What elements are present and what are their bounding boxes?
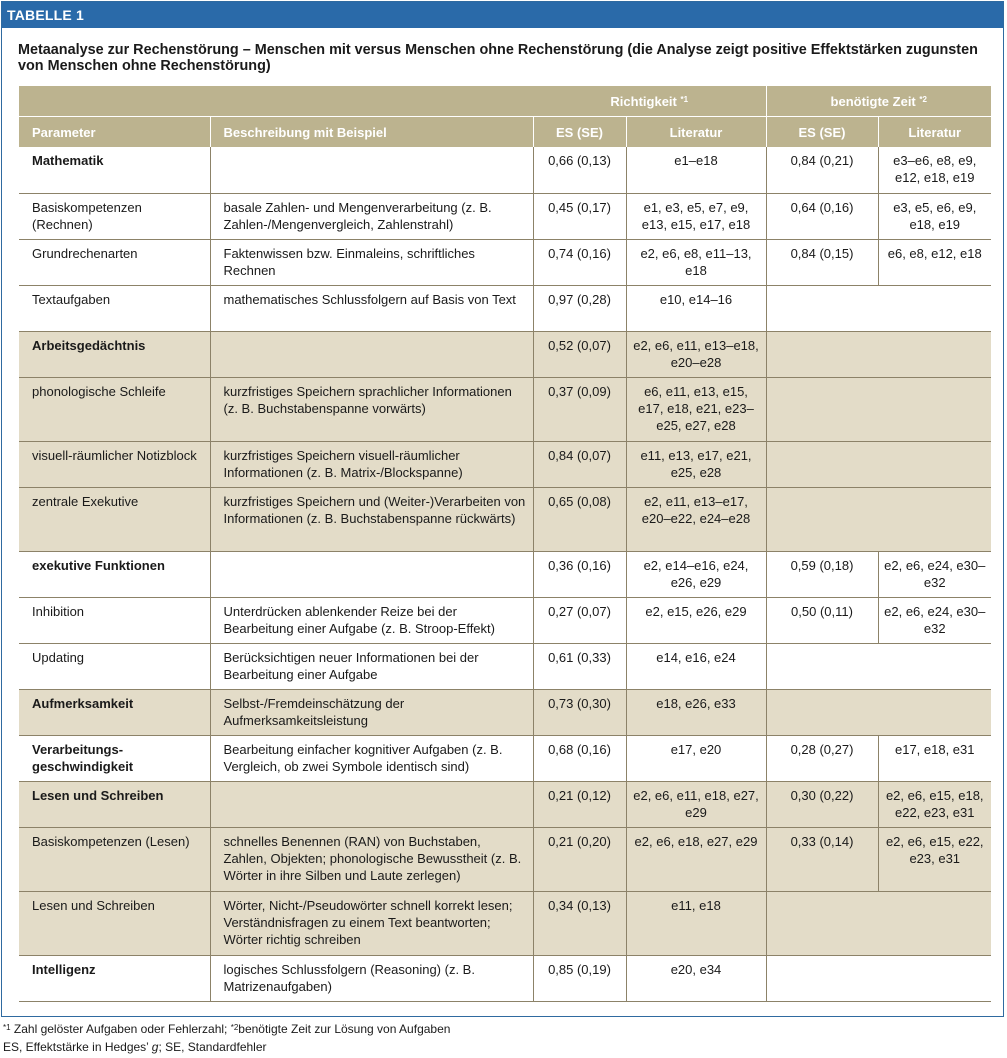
es2-cell: 0,84 (0,15) <box>766 239 878 285</box>
lit1-cell: e11, e13, e17, e21, e25, e28 <box>626 441 766 487</box>
lit1-cell: e20, e34 <box>626 955 766 1001</box>
es1-cell: 0,34 (0,13) <box>533 891 626 955</box>
lit2-cell <box>878 643 991 689</box>
es2-cell: 0,59 (0,18) <box>766 551 878 597</box>
es2-cell: 0,28 (0,27) <box>766 735 878 781</box>
es2-cell <box>766 643 878 689</box>
footnote-line2b: ; SE, Standardfehler <box>158 1040 267 1054</box>
header-group-zeit <box>766 86 991 117</box>
lit2-cell: e2, e6, e15, e22, e23, e31 <box>878 827 991 891</box>
es1-cell: 0,84 (0,07) <box>533 441 626 487</box>
header-row-columns <box>19 117 991 148</box>
param-cell: Inhibition <box>19 597 210 643</box>
lit1-cell: e18, e26, e33 <box>626 689 766 735</box>
footnote-hedges-g: g <box>151 1040 159 1054</box>
es1-cell: 0,74 (0,16) <box>533 239 626 285</box>
lit1-cell: e2, e6, e11, e18, e27, e29 <box>626 781 766 827</box>
table-row <box>19 781 991 827</box>
table-row <box>19 377 991 441</box>
table-row <box>19 147 991 193</box>
es2-cell: 0,30 (0,22) <box>766 781 878 827</box>
table-row <box>19 239 991 285</box>
lit1-cell: e6, e11, e13, e15, e17, e18, e21, e23–e25, e27, e28 <box>626 377 766 441</box>
lit1-cell: e2, e6, e8, e11–13, e18 <box>626 239 766 285</box>
es1-cell: 0,45 (0,17) <box>533 193 626 239</box>
desc-cell: Bearbeitung einfacher kognitiver Aufgaben (z. B. Vergleich, ob zwei Symbole identisch sind) <box>210 735 533 781</box>
es2-cell <box>766 891 878 955</box>
es1-cell: 0,73 (0,30) <box>533 689 626 735</box>
lit1-cell: e14, e16, e24 <box>626 643 766 689</box>
param-cell: Arbeitsgedächtnis <box>19 331 210 377</box>
lit2-cell: e2, e6, e24, e30–e32 <box>878 597 991 643</box>
desc-cell: Wörter, Nicht-/Pseudowörter schnell korrekt lesen; Verständnisfragen zu einem Text beantworten; Wörter richtig schreiben <box>210 891 533 955</box>
table-title: Metaanalyse zur Rechenstörung – Menschen mit versus Menschen ohne Rechenstörung (die Analyse zeigt positive Effektstärken zugunsten von Menschen ohne Rechenstörung) <box>18 42 978 74</box>
es2-cell <box>766 285 878 331</box>
es2-cell: 0,33 (0,14) <box>766 827 878 891</box>
footnote-2 <box>3 1040 267 1055</box>
table-row <box>19 735 991 781</box>
desc-cell: kurzfristiges Speichern und (Weiter-)Verarbeiten von Informationen (z. B. Buchstabenspanne rückwärts) <box>210 487 533 551</box>
table-row <box>19 955 991 1001</box>
lit2-cell: e2, e6, e15, e18, e22, e23, e31 <box>878 781 991 827</box>
lit2-cell <box>878 955 991 1001</box>
es1-cell: 0,36 (0,16) <box>533 551 626 597</box>
table-row <box>19 331 991 377</box>
es2-cell <box>766 441 878 487</box>
param-cell: visuell-räumlicher Notizblock <box>19 441 210 487</box>
col-es1: ES (SE) <box>533 117 626 148</box>
es1-cell: 0,97 (0,28) <box>533 285 626 331</box>
header-group-richtigkeit <box>533 86 766 117</box>
lit2-cell <box>878 487 991 551</box>
group1-label: Richtigkeit <box>610 93 677 109</box>
col-beschreibung: Beschreibung mit Beispiel <box>210 117 533 148</box>
col-parameter: Parameter <box>19 117 210 148</box>
footnote-note1: Zahl gelöster Aufgaben oder Fehlerzahl; <box>13 1022 228 1036</box>
lit1-cell: e2, e14–e16, e24, e26, e29 <box>626 551 766 597</box>
es1-cell: 0,85 (0,19) <box>533 955 626 1001</box>
header-spacer <box>19 86 533 117</box>
param-cell: Textaufgaben <box>19 285 210 331</box>
param-cell: Basiskompetenzen (Rechnen) <box>19 193 210 239</box>
param-cell: Intelligenz <box>19 955 210 1001</box>
desc-cell: mathematisches Schlussfolgern auf Basis von Text <box>210 285 533 331</box>
lit1-cell: e1–e18 <box>626 147 766 193</box>
es2-cell: 0,50 (0,11) <box>766 597 878 643</box>
lit1-cell: e2, e11, e13–e17, e20–e22, e24–e28 <box>626 487 766 551</box>
lit1-cell: e2, e6, e18, e27, e29 <box>626 827 766 891</box>
meta-analysis-table <box>19 86 991 1002</box>
es1-cell: 0,61 (0,33) <box>533 643 626 689</box>
lit1-cell: e2, e6, e11, e13–e18, e20–e28 <box>626 331 766 377</box>
desc-cell: kurzfristiges Speichern sprachlicher Informationen (z. B. Buchstabenspanne vorwärts) <box>210 377 533 441</box>
param-cell: Basiskompetenzen (Lesen) <box>19 827 210 891</box>
lit2-cell: e6, e8, e12, e18 <box>878 239 991 285</box>
table-row <box>19 441 991 487</box>
desc-cell: Selbst-/Fremdeinschätzung der Aufmerksamkeitsleistung <box>210 689 533 735</box>
desc-cell: Berücksichtigen neuer Informationen bei der Bearbeitung einer Aufgabe <box>210 643 533 689</box>
es1-cell: 0,37 (0,09) <box>533 377 626 441</box>
table-row <box>19 487 991 551</box>
es2-cell <box>766 331 878 377</box>
group2-sup: *2 <box>919 94 927 104</box>
param-cell: Grundrechenarten <box>19 239 210 285</box>
desc-cell: kurzfristiges Speichern visuell-räumlicher Informationen (z. B. Matrix-/Blockspanne) <box>210 441 533 487</box>
lit2-cell <box>878 331 991 377</box>
table-row <box>19 891 991 955</box>
lit1-cell: e1, e3, e5, e7, e9, e13, e15, e17, e18 <box>626 193 766 239</box>
footnote-line2a: ES, Effektstärke in Hedges’ <box>3 1040 149 1054</box>
table-row <box>19 643 991 689</box>
col-lit2: Literatur <box>878 117 991 148</box>
es1-cell: 0,21 (0,20) <box>533 827 626 891</box>
desc-cell <box>210 781 533 827</box>
table-row <box>19 689 991 735</box>
es2-cell <box>766 955 878 1001</box>
footnote-1 <box>3 1022 450 1037</box>
es1-cell: 0,27 (0,07) <box>533 597 626 643</box>
table-row <box>19 827 991 891</box>
desc-cell <box>210 331 533 377</box>
es2-cell <box>766 487 878 551</box>
table-row <box>19 285 991 331</box>
footnote-note2: benötigte Zeit zur Lösung von Aufgaben <box>238 1022 451 1036</box>
param-cell: Mathematik <box>19 147 210 193</box>
desc-cell: basale Zahlen- und Mengenverarbeitung (z. B. Zahlen-/Mengenvergleich, Zahlenstrahl) <box>210 193 533 239</box>
param-cell: Updating <box>19 643 210 689</box>
lit2-cell: e17, e18, e31 <box>878 735 991 781</box>
es1-cell: 0,52 (0,07) <box>533 331 626 377</box>
lit2-cell: e3, e5, e6, e9, e18, e19 <box>878 193 991 239</box>
desc-cell: schnelles Benennen (RAN) von Buchstaben, Zahlen, Objekten; phonologische Bewusstheit (z. B. Wörter in ihre Silben und Laute zerlegen) <box>210 827 533 891</box>
es1-cell: 0,65 (0,08) <box>533 487 626 551</box>
param-cell: phonologische Schleife <box>19 377 210 441</box>
table-frame <box>1 1 1004 1017</box>
lit1-cell: e11, e18 <box>626 891 766 955</box>
col-lit1: Literatur <box>626 117 766 148</box>
col-es2: ES (SE) <box>766 117 878 148</box>
es2-cell <box>766 689 878 735</box>
lit1-cell: e17, e20 <box>626 735 766 781</box>
param-cell: zentrale Exekutive <box>19 487 210 551</box>
desc-cell <box>210 147 533 193</box>
es1-cell: 0,21 (0,12) <box>533 781 626 827</box>
lit2-cell <box>878 689 991 735</box>
lit2-cell: e3–e6, e8, e9, e12, e18, e19 <box>878 147 991 193</box>
param-cell: Lesen und Schreiben <box>19 891 210 955</box>
desc-cell <box>210 551 533 597</box>
lit2-cell <box>878 377 991 441</box>
group2-label: benötigte Zeit <box>830 93 916 109</box>
es2-cell: 0,64 (0,16) <box>766 193 878 239</box>
param-cell: Lesen und Schreiben <box>19 781 210 827</box>
es1-cell: 0,66 (0,13) <box>533 147 626 193</box>
desc-cell: logisches Schlussfolgern (Reasoning) (z. B. Matrizenaufgaben) <box>210 955 533 1001</box>
param-cell: Verarbeitungs-geschwindigkeit <box>19 735 210 781</box>
table-row <box>19 193 991 239</box>
es2-cell <box>766 377 878 441</box>
footnote-sup2: *2 <box>230 1023 239 1032</box>
lit2-cell <box>878 441 991 487</box>
es1-cell: 0,68 (0,16) <box>533 735 626 781</box>
lit1-cell: e2, e15, e26, e29 <box>626 597 766 643</box>
table-row <box>19 597 991 643</box>
desc-cell: Faktenwissen bzw. Einmaleins, schriftliches Rechnen <box>210 239 533 285</box>
lit2-cell <box>878 285 991 331</box>
lit1-cell: e10, e14–16 <box>626 285 766 331</box>
header-row-groups <box>19 86 991 117</box>
footnote-sup1: *1 <box>3 1023 11 1032</box>
param-cell: exekutive Funktionen <box>19 551 210 597</box>
table-label: TABELLE 1 <box>2 2 1003 28</box>
lit2-cell: e2, e6, e24, e30–e32 <box>878 551 991 597</box>
lit2-cell <box>878 891 991 955</box>
group1-sup: *1 <box>680 94 689 104</box>
table-row <box>19 551 991 597</box>
desc-cell: Unterdrücken ablenkender Reize bei der Bearbeitung einer Aufgabe (z. B. Stroop-Effekt) <box>210 597 533 643</box>
es2-cell: 0,84 (0,21) <box>766 147 878 193</box>
param-cell: Aufmerksamkeit <box>19 689 210 735</box>
